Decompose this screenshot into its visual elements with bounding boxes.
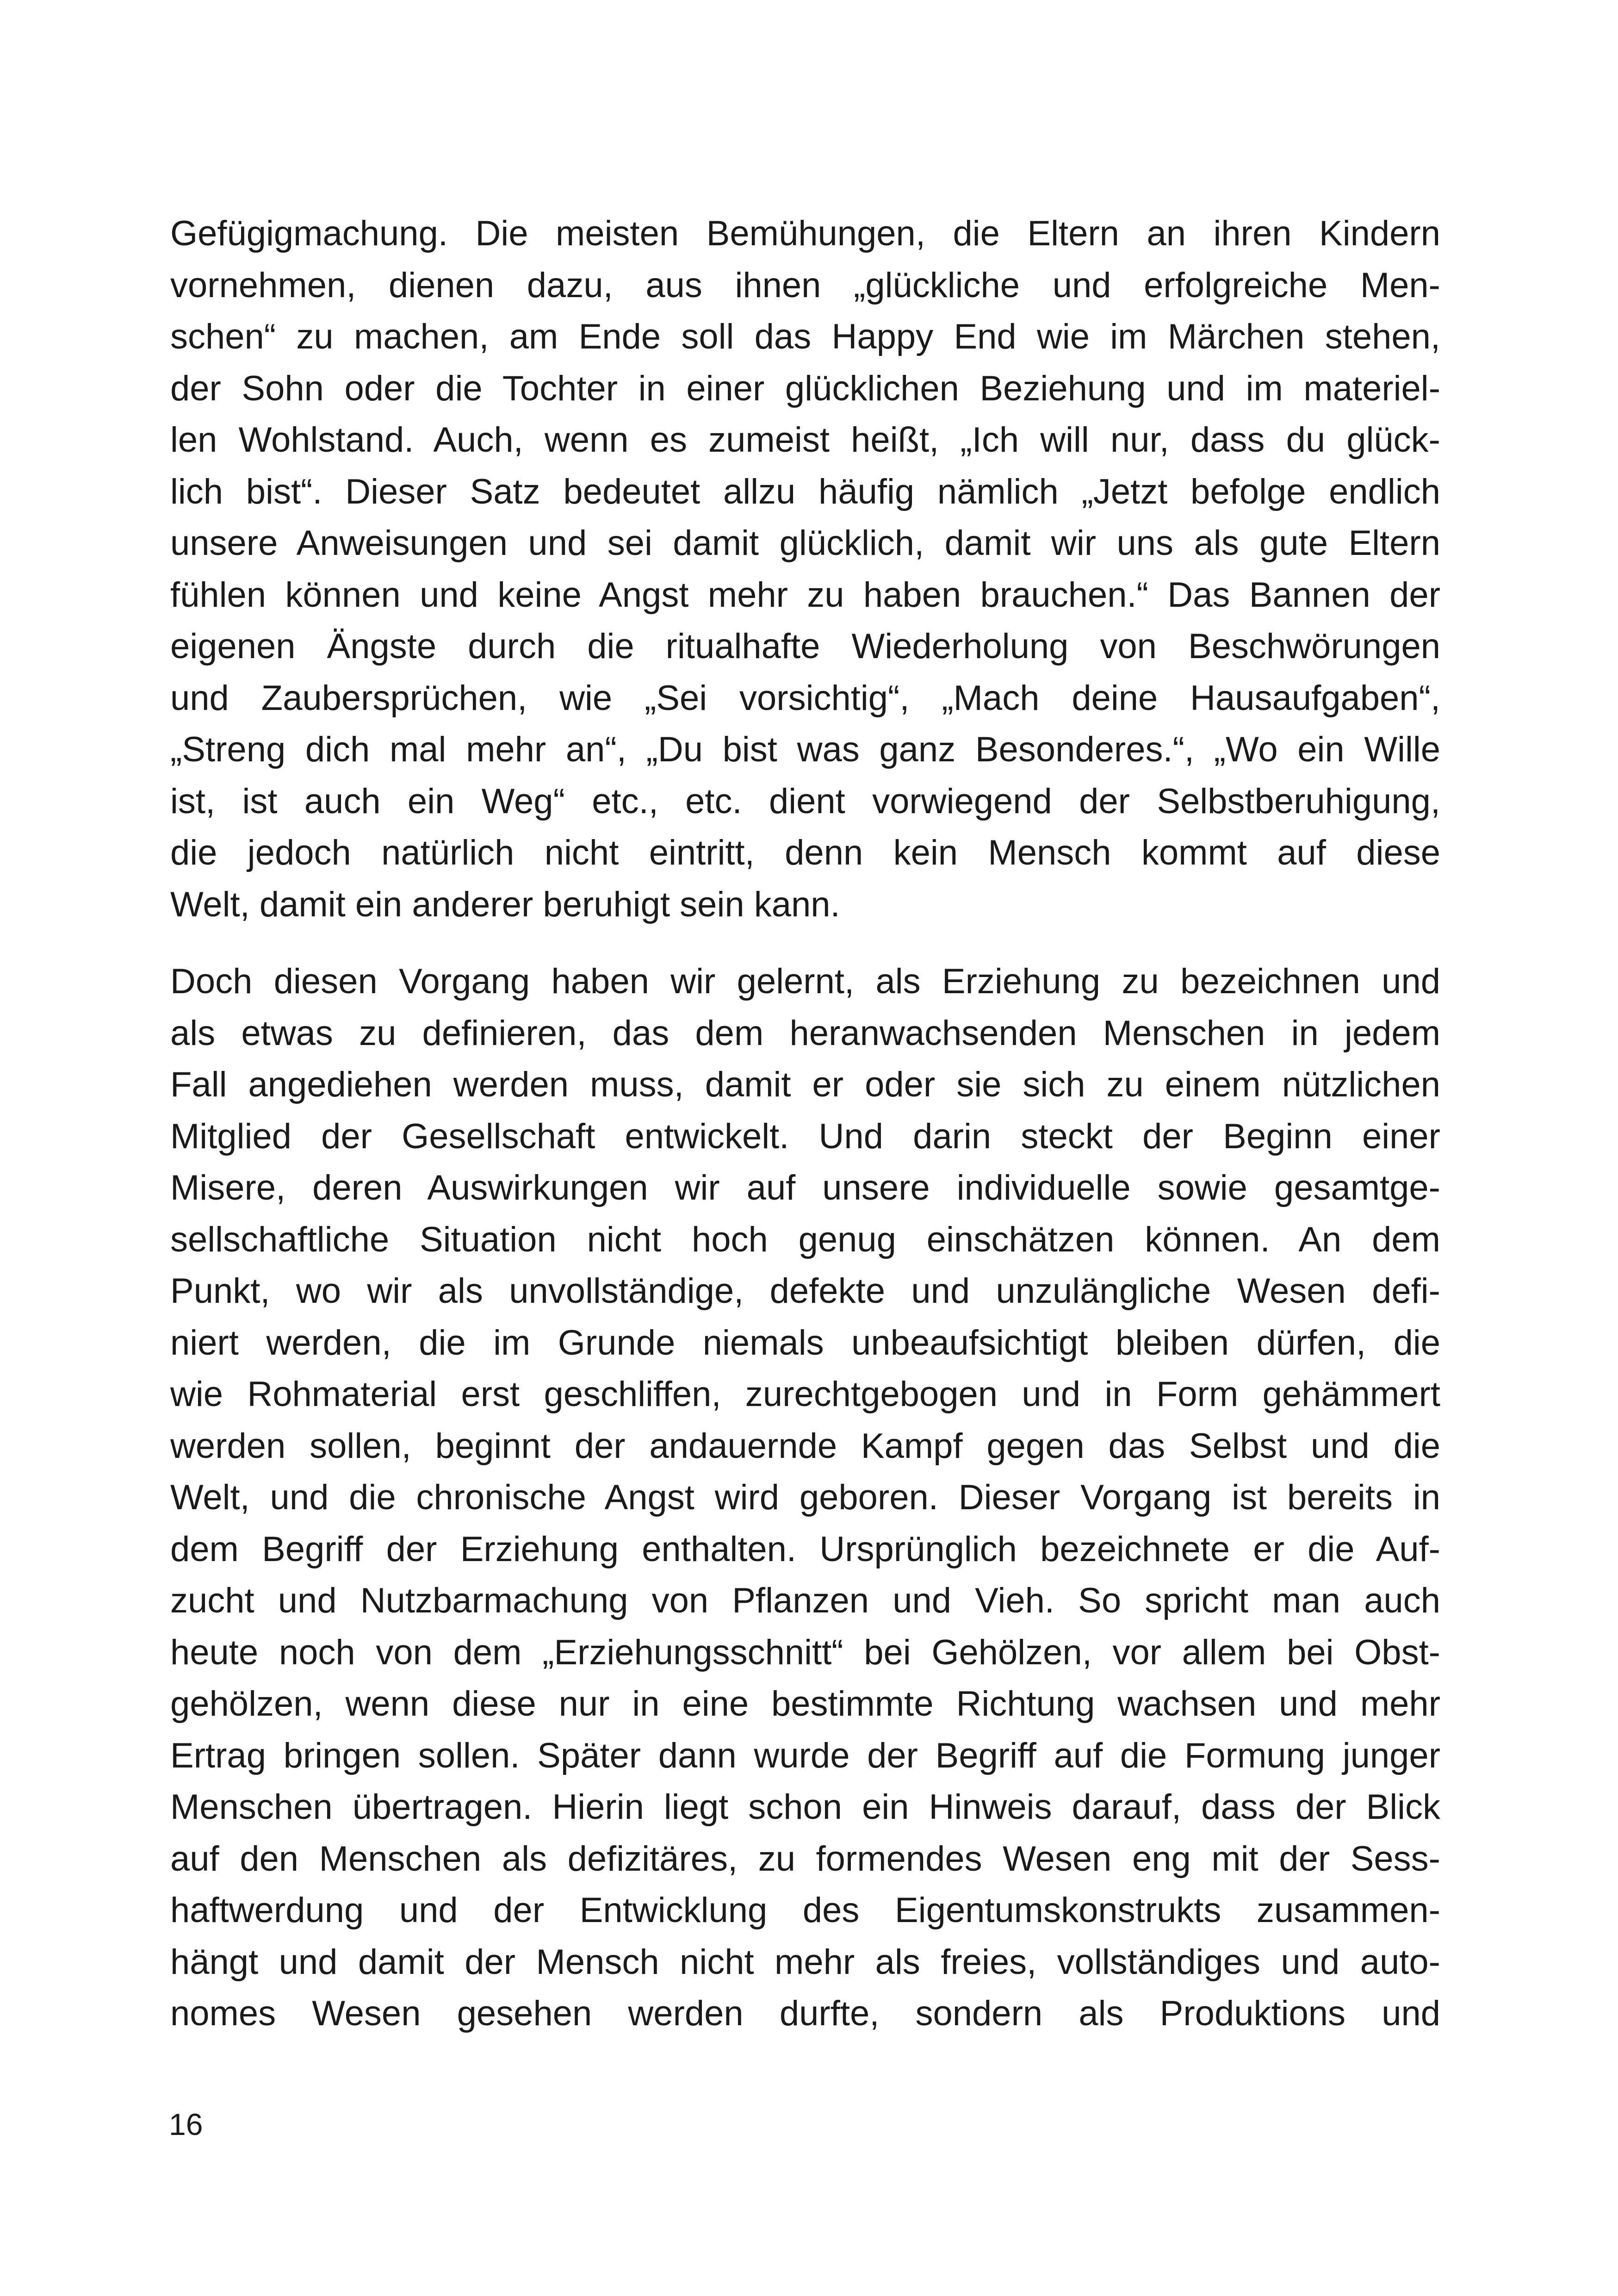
text-line: als etwas zu definieren, das dem heranwachsenden Menschen in jedem — [170, 1013, 1440, 1053]
text-line: lich bist“. Dieser Satz bedeutet allzu häufig nämlich „Jetzt befolge endlich — [170, 472, 1440, 511]
text-line: hängt und damit der Mensch nicht mehr als freies, vollständiges und auto- — [170, 1942, 1440, 1982]
text-line: vornehmen, dienen dazu, aus ihnen „glückliche und erfolgreiche Men- — [170, 265, 1440, 305]
text-line: eigenen Ängste durch die ritualhafte Wiederholung von Beschwörungen — [170, 627, 1440, 666]
text-line: sellschaftliche Situation nicht hoch genug einschätzen können. An dem — [170, 1220, 1440, 1259]
text-line: „Streng dich mal mehr an“, „Du bist was ganz Besonderes.“, „Wo ein Wille — [170, 730, 1440, 769]
text-line: Doch diesen Vorgang haben wir gelernt, als Erziehung zu bezeichnen und — [170, 962, 1440, 1001]
paragraph-1 — [170, 208, 1440, 930]
text-line: die jedoch natürlich nicht eintritt, denn kein Mensch kommt auf diese — [170, 833, 1440, 872]
page-number: 16 — [169, 2107, 203, 2141]
text-line: Fall angediehen werden muss, damit er oder sie sich zu einem nützlichen — [170, 1065, 1440, 1104]
text-line: Gefügigmachung. Die meisten Bemühungen, die Eltern an ihren Kindern — [170, 214, 1440, 253]
text-line: und Zaubersprüchen, wie „Sei vorsichtig“, „Mach deine Hausaufgaben“, — [170, 678, 1440, 718]
text-line: Punkt, wo wir als unvollständige, defekte und unzulängliche Wesen defi- — [170, 1271, 1440, 1311]
text-line: Menschen übertragen. Hierin liegt schon ein Hinweis darauf, dass der Blick — [170, 1787, 1440, 1827]
text-line: Welt, damit ein anderer beruhigt sein kann. — [170, 884, 840, 924]
paragraph-2 — [170, 956, 1440, 2040]
text-line: haftwerdung und der Entwicklung des Eigentumskonstrukts zusammen- — [170, 1891, 1440, 1930]
text-line: gehölzen, wenn diese nur in eine bestimmte Richtung wachsen und mehr — [170, 1684, 1440, 1724]
text-line: werden sollen, beginnt der andauernde Kampf gegen das Selbst und die — [170, 1426, 1440, 1466]
text-line: der Sohn oder die Tochter in einer glücklichen Beziehung und im materiel- — [170, 368, 1440, 408]
text-line: Mitglied der Gesellschaft entwickelt. Und darin steckt der Beginn einer — [170, 1116, 1440, 1156]
text-line: dem Begriff der Erziehung enthalten. Ursprünglich bezeichnete er die Auf- — [170, 1529, 1440, 1569]
text-line: auf den Menschen als defizitäres, zu formendes Wesen eng mit der Sess- — [170, 1839, 1440, 1879]
text-line: fühlen können und keine Angst mehr zu haben brauchen.“ Das Bannen der — [170, 575, 1440, 615]
text-line: Ertrag bringen sollen. Später dann wurde der Begriff auf die Formung junger — [170, 1736, 1440, 1775]
text-line: ist, ist auch ein Weg“ etc., etc. dient vorwiegend der Selbstberuhigung, — [170, 781, 1440, 821]
text-line: heute noch von dem „Erziehungsschnitt“ bei Gehölzen, vor allem bei Obst- — [170, 1632, 1440, 1672]
text-line: nomes Wesen gesehen werden durfte, sondern als Produktions und — [170, 1994, 1440, 2033]
text-line: niert werden, die im Grunde niemals unbeaufsichtigt bleiben dürfen, die — [170, 1323, 1440, 1363]
text-line: len Wohlstand. Auch, wenn es zumeist heißt, „Ich will nur, dass du glück- — [170, 420, 1440, 460]
text-line: Welt, und die chronische Angst wird geboren. Dieser Vorgang ist bereits in — [170, 1478, 1440, 1517]
text-line: Misere, deren Auswirkungen wir auf unsere individuelle sowie gesamtge- — [170, 1168, 1440, 1207]
text-line: wie Rohmaterial erst geschliffen, zurechtgebogen und in Form gehämmert — [170, 1375, 1440, 1414]
text-line: unsere Anweisungen und sei damit glücklich, damit wir uns als gute Eltern — [170, 523, 1440, 563]
text-line: zucht und Nutzbarmachung von Pflanzen und Vieh. So spricht man auch — [170, 1581, 1440, 1620]
text-line: schen“ zu machen, am Ende soll das Happy End wie im Märchen stehen, — [170, 317, 1440, 356]
